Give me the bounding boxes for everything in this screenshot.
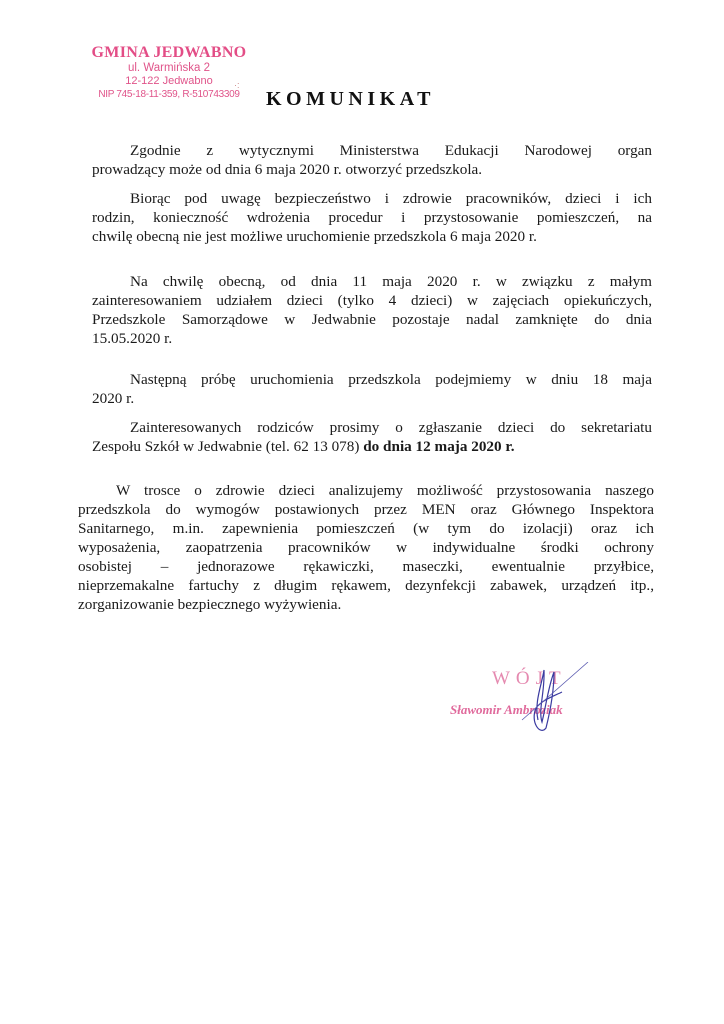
stamp-city: 12-122 Jedwabno — [125, 75, 213, 87]
paragraph-line: Sanitarnego, m.in. zapewnienia pomieszczeń (w tym do izolacji) oraz ich — [78, 520, 654, 537]
paragraph-line: przedszkola do wymogów postawionych przez MEN oraz Głównego Inspektora — [78, 501, 654, 518]
stamp-municipality-name: GMINA JEDWABNO — [91, 44, 247, 61]
paragraph-2 — [92, 189, 652, 246]
paragraph-line: rodzin, konieczność wdrożenia procedur i przystosowanie pomieszczeń, na — [92, 209, 652, 226]
paragraph-line: Zgodnie z wytycznymi Ministerstwa Edukacji Narodowej organ — [130, 142, 652, 159]
paragraph-line: zorganizowanie bezpiecznego wyżywienia. — [78, 596, 342, 613]
paragraph-line: Przedszkole Samorządowe w Jedwabnie pozostaje nadal zamknięte do dnia — [92, 311, 652, 328]
paragraph-line: osobistej – jednorazowe rękawiczki, maseczki, ewentualnie przyłbice, — [78, 558, 654, 575]
paragraph-line: nieprzemakalne fartuchy z długim rękawem, dezynfekcji zabawek, urządzeń itp., — [78, 577, 654, 594]
paragraph-line: wyposażenia, zaopatrzenia pracowników w indywidualne środki ochrony — [78, 539, 654, 556]
paragraph-line: zainteresowaniem udziałem dzieci (tylko 4 dzieci) w zajęciach opiekuńczych, — [92, 292, 652, 309]
paragraph-3 — [92, 272, 652, 348]
paragraph-line-text: Zespołu Szkół w Jedwabnie (tel. 62 13 078) — [92, 438, 364, 455]
stamp-ids: NIP 745-18-11-359, R-510743309 — [98, 89, 240, 100]
signature-role: WÓJT — [492, 668, 567, 689]
paragraph-line: chwilę obecną nie jest możliwe uruchomienie przedszkola 6 maja 2020 r. — [92, 228, 537, 245]
paragraph-4 — [92, 370, 652, 408]
deadline-bold: do dnia 12 maja 2020 r. — [363, 438, 515, 455]
stamp-dots: ·: — [234, 80, 240, 90]
handwritten-signature-icon — [450, 662, 650, 742]
paragraph-line: 15.05.2020 r. — [92, 330, 173, 347]
paragraph-5 — [92, 418, 652, 456]
signature-name: Sławomir Ambroziak — [450, 702, 563, 717]
paragraph-line: prowadzący może od dnia 6 maja 2020 r. otworzyć przedszkola. — [92, 161, 483, 178]
paragraph-line: Biorąc pod uwagę bezpieczeństwo i zdrowie pracowników, dzieci i ich — [130, 190, 652, 207]
document-title: KOMUNIKAT — [266, 88, 436, 110]
paragraph-line: W trosce o zdrowie dzieci analizujemy możliwość przystosowania naszego — [116, 482, 654, 499]
paragraph-line: Zainteresowanych rodziców prosimy o zgłaszanie dzieci do sekretariatu — [130, 419, 652, 436]
paragraph-line — [92, 437, 652, 456]
paragraph-6 — [78, 481, 654, 614]
paragraph-line: Na chwilę obecną, od dnia 11 maja 2020 r. w związku z małym — [130, 273, 652, 290]
paragraph-line: 2020 r. — [92, 390, 135, 407]
municipality-stamp — [74, 44, 264, 101]
paragraph-1 — [92, 141, 652, 179]
paragraph-line: Następną próbę uruchomienia przedszkola podejmiemy w dniu 18 maja — [130, 371, 652, 388]
stamp-street: ul. Warmińska 2 — [127, 62, 210, 74]
